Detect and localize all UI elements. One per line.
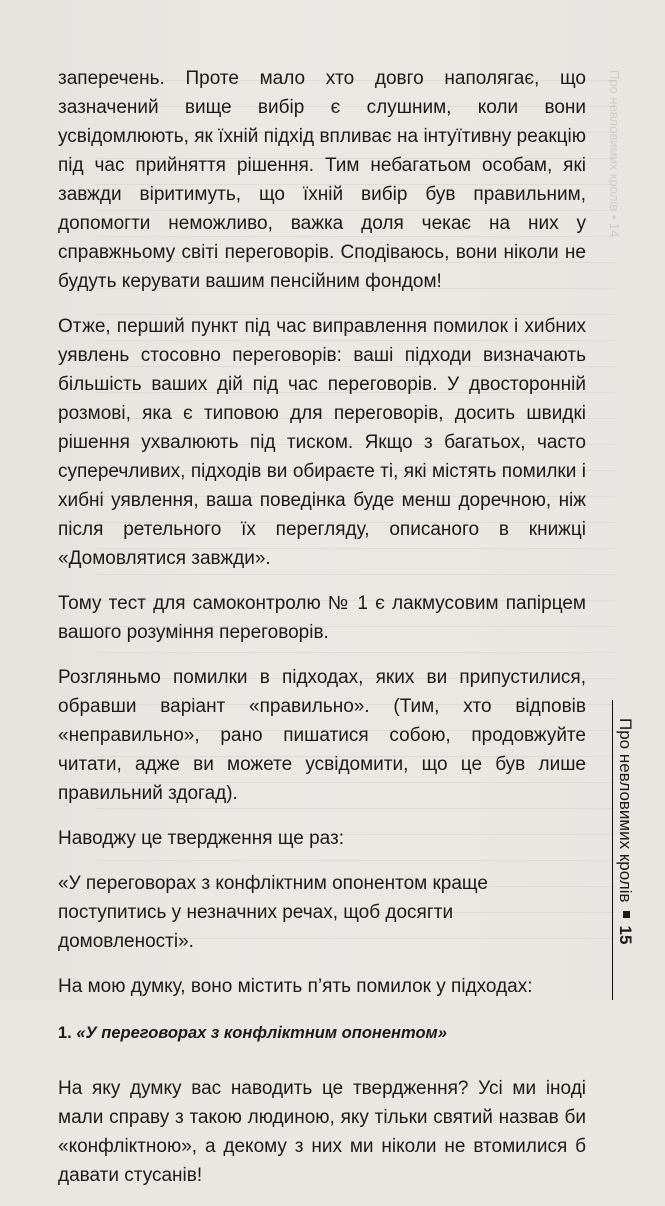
show-through-running-head: Про невловимих кролів ▪ 14 [607, 70, 622, 238]
paragraph-2: Отже, перший пункт під час виправлення помилок і хибних уявлень стосовно переговорів: ваші підходи визначають більшість ваших дій під час переговорів. У двосторонній розмові, яка є типовою для переговорів, досить швидкі рішення ухвалюють під тиском. Якщо з багатьох, часто суперечливих, підходів ви обираєте ті, які містять помилки і хибні уявлення, ваша поведінка буде менш доречною, ніж після ретельного їх перегляду, описаного в книжці «Домовлятися завжди». [58, 316, 586, 569]
section-number: 1. [58, 1024, 72, 1042]
paragraph-3: Тому тест для самоконтролю № 1 є лакмусовим папірцем вашого розуміння переговорів. [58, 593, 586, 643]
running-head-title: Про невловимих кролів [616, 718, 635, 903]
paragraph-7: На мою думку, воно містить п’ять помилок у підходах: [58, 976, 533, 997]
page-number: 15 [616, 925, 635, 945]
separator-square-icon [623, 911, 630, 918]
paragraph-1: заперечень. Проте мало хто довго наполягає, що зазначений вище вибір є слушним, коли вони усвідомлюють, як їхній підхід впливає на інтуїтивну реакцію під час прийняття рішення. Тим небагатьом особам, які завжди віритимуть, що їхній вибір був правильним, допомогти неможливо, важка доля чекає на них у справжньому світі переговорів. Сподіваюсь, вони ніколи не будуть керувати вашим пенсійним фондом! [58, 68, 586, 292]
quoted-statement: «У переговорах з конфліктним опонентом краще поступитись у незначних речах, щоб досягти домовленості». [58, 873, 488, 952]
running-head [615, 718, 635, 944]
section-title: «У переговорах з конфліктним опонентом» [76, 1024, 447, 1042]
paragraph-4: Розгляньмо помилки в підходах, яких ви припустилися, обравши варіант «правильно». (Тим, хто відповів «неправильно», рано пишатися собою, продовжуйте читати, адже ви можете усвідомити, що це був лише правильний здогад). [58, 667, 586, 804]
body-text [58, 64, 586, 1206]
final-paragraph: На яку думку вас наводить це твердження? Усі ми іноді мали справу з такою людиною, яку тільки святий назвав би «конфліктною», а декому з них ми ніколи не втомилися б давати стусанів! [58, 1078, 586, 1186]
section-heading [58, 1019, 586, 1048]
paragraph-5: Наводжу це твердження ще раз: [58, 828, 344, 849]
margin-rule [612, 700, 613, 1000]
